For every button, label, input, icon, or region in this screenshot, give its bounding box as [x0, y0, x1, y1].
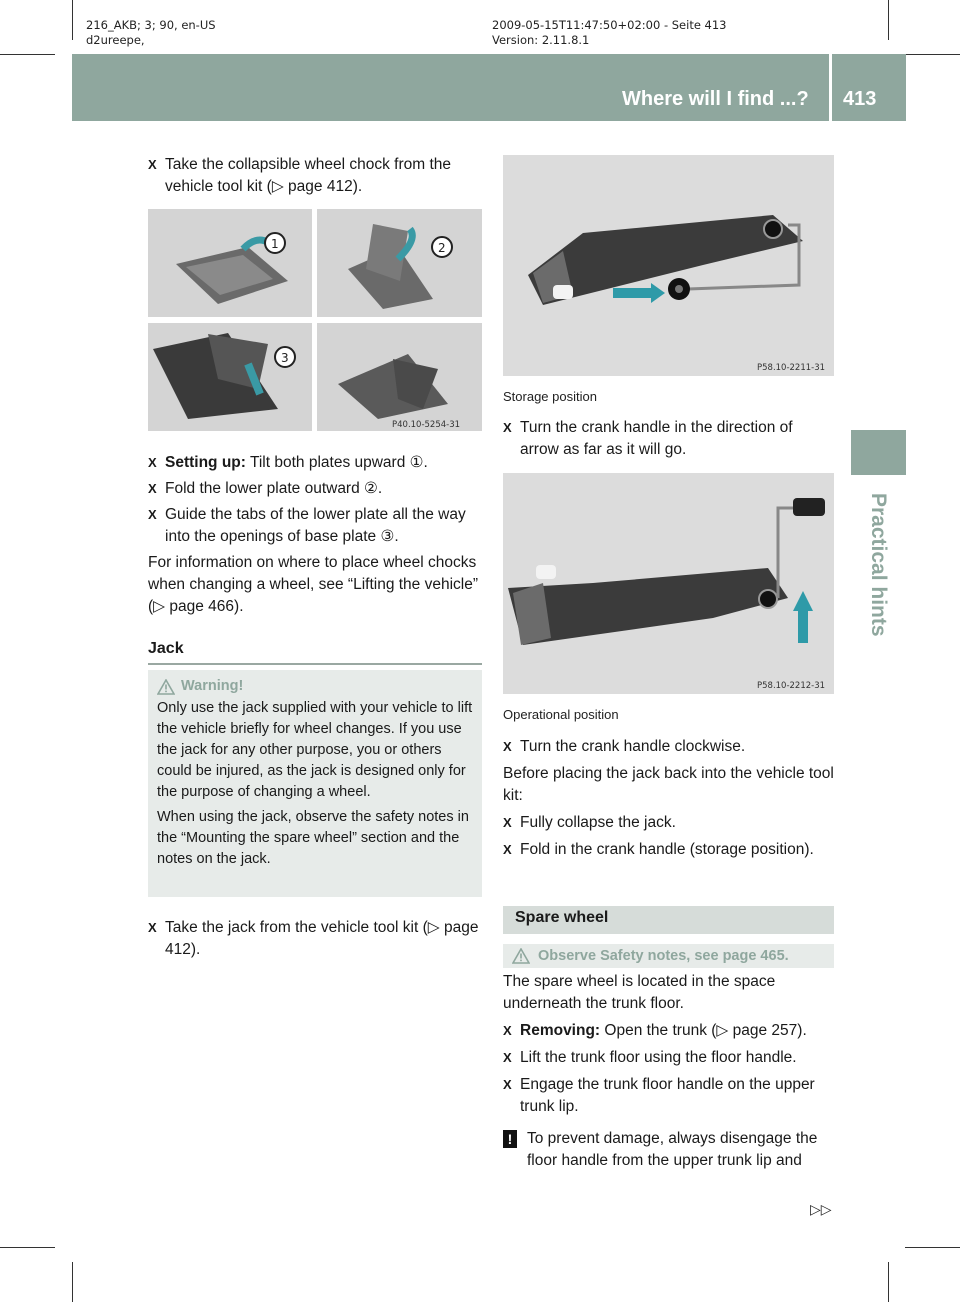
right-column-spare — [503, 971, 835, 1172]
warning-paragraph: Only use the jack supplied with your vehicle to lift the vehicle briefly for wheel changes. If you use the jack for any other purpose, you or others could be injured, as the jack is designed only for the purpose of changing a wheel. — [157, 700, 473, 800]
step-take-chock: X Take the collapsible wheel chock from the vehicle tool kit (▷ page 412). — [148, 154, 482, 198]
figure-caption: Operational position — [503, 707, 619, 722]
section-label-text: Practical hints — [867, 493, 890, 637]
warning-paragraph: When using the jack, observe the safety notes in the “Mounting the spare wheel” section and the notes on the jack. — [157, 809, 469, 867]
right-column-storage — [503, 386, 835, 461]
crop-mark — [905, 1247, 960, 1248]
print-meta-left — [86, 18, 216, 48]
heading-rule — [148, 663, 482, 665]
left-column-jack — [148, 917, 482, 961]
figure-code: P40.10-5254-31 — [392, 420, 461, 430]
warning-title: Warning! — [181, 678, 244, 694]
svg-text:3: 3 — [281, 351, 289, 365]
figure-caption: Storage position — [503, 389, 597, 404]
section-tab — [851, 430, 906, 475]
info-paragraph: For information on where to place wheel chocks when changing a wheel, see “Lifting the vehicle” (▷ page 466). — [148, 554, 479, 615]
left-column-intro — [148, 154, 482, 198]
figure-code: P58.10-2211-31 — [757, 363, 826, 373]
step-label: Setting up: — [165, 454, 246, 471]
warning-header — [157, 676, 473, 697]
figure-code: P58.10-2212-31 — [757, 681, 826, 691]
meta-line: d2ureepe, — [86, 33, 145, 47]
warning-triangle-icon — [157, 679, 175, 695]
step-turn-direction: X Turn the crank handle in the direction of arrow as far as it will go. — [503, 417, 835, 461]
caution-text: To prevent damage, always disengage the floor handle from the upper trunk lip and — [527, 1130, 818, 1169]
step-take-jack: X Take the jack from the vehicle tool kit (▷ page 412). — [148, 917, 482, 961]
before-paragraph: Before placing the jack back into the vehicle tool kit: — [503, 765, 834, 804]
crop-mark — [888, 1262, 889, 1302]
step-engage-handle: X Engage the trunk floor handle on the upper trunk lip. — [503, 1074, 835, 1118]
observe-safety-box — [503, 944, 834, 968]
svg-text:2: 2 — [438, 241, 446, 255]
crop-mark — [905, 54, 960, 55]
warning-triangle-icon — [512, 948, 530, 964]
step-text: Tilt both plates upward ①. — [249, 454, 428, 471]
meta-line: 216_AKB; 3; 90, en-US — [86, 18, 216, 32]
step-guide-tabs: X Guide the tabs of the lower plate all the way into the openings of base plate ③. — [148, 504, 482, 548]
crop-mark — [72, 1262, 73, 1302]
step-fold-crank: X Fold in the crank handle (storage position). — [503, 839, 835, 861]
crop-mark — [0, 1247, 55, 1248]
step-text: Open the trunk (▷ page 257). — [604, 1022, 807, 1039]
step-fold-lower: X Fold the lower plate outward ②. — [148, 478, 482, 500]
warning-box — [148, 670, 482, 897]
wheel-chock-figure — [148, 209, 482, 431]
crop-mark — [0, 54, 55, 55]
left-column-steps — [148, 452, 482, 618]
jack-operational-illustration — [503, 473, 834, 694]
observe-safety-text: Observe Safety notes, see page 465. — [538, 948, 789, 964]
jack-operational-figure — [503, 473, 834, 694]
page-number: 413 — [843, 88, 877, 110]
wheel-chock-illustration — [148, 209, 482, 431]
print-meta-right — [492, 18, 727, 48]
spare-location-paragraph: The spare wheel is located in the space underneath the trunk floor. — [503, 973, 776, 1012]
exclamation-icon: ! — [503, 1130, 517, 1148]
step-label: Removing: — [520, 1022, 601, 1039]
jack-storage-illustration — [503, 155, 834, 376]
header-divider — [829, 54, 832, 121]
meta-line: 2009-05-15T11:47:50+02:00 - Seite 413 — [492, 18, 727, 32]
crop-mark — [72, 0, 73, 40]
spare-wheel-heading: Spare wheel — [503, 906, 834, 934]
section-label — [856, 493, 896, 693]
caution-note — [503, 1128, 835, 1172]
crop-mark — [888, 0, 889, 40]
meta-line: Version: 2.11.8.1 — [492, 33, 590, 47]
step-setting-up — [148, 452, 482, 474]
continue-arrows-icon: ▷▷ — [810, 1201, 832, 1217]
page-title: Where will I find ...? — [622, 88, 809, 110]
step-turn-clockwise: X Turn the crank handle clockwise. — [503, 736, 835, 758]
step-removing — [503, 1020, 835, 1042]
jack-heading: Jack — [148, 640, 184, 657]
right-column-operational — [503, 704, 835, 861]
svg-text:1: 1 — [271, 237, 279, 251]
step-lift-floor: X Lift the trunk floor using the floor handle. — [503, 1047, 835, 1069]
step-collapse-jack: X Fully collapse the jack. — [503, 812, 835, 834]
jack-storage-figure — [503, 155, 834, 376]
